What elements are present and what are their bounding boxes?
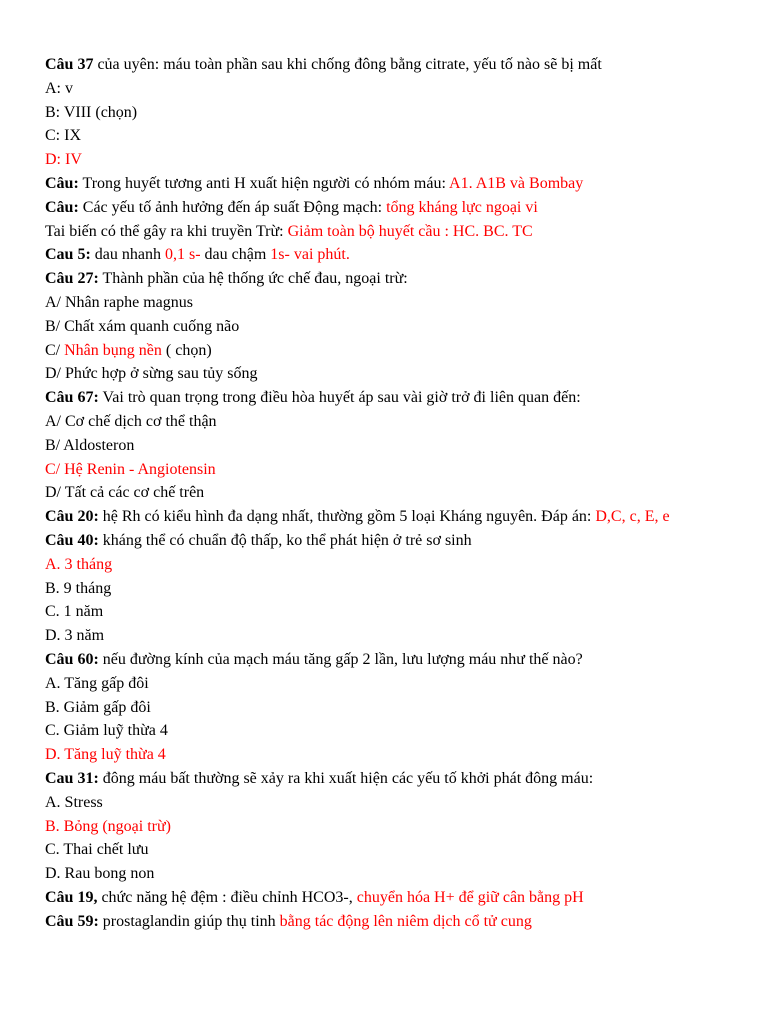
document-line (45, 267, 725, 291)
text-segment: C. Thai chết lưu (45, 841, 149, 859)
question-label: Cau 31: (45, 769, 99, 787)
question-label: Câu 40: (45, 531, 99, 549)
highlighted-answer: chuyển hóa H+ để giữ cân bằng pH (356, 888, 584, 906)
text-segment: B. Giảm gấp đôi (45, 698, 151, 716)
highlighted-answer: B. Bỏng (ngoại trừ) (45, 817, 171, 835)
document-line (45, 910, 725, 934)
document-line (45, 672, 725, 696)
document-line (45, 172, 725, 196)
text-segment: đông máu bất thường sẽ xảy ra khi xuất hiện các yếu tố khởi phát đông máu: (98, 769, 594, 787)
document-line (45, 696, 725, 720)
document-line (45, 53, 725, 77)
highlighted-answer: tổng kháng lực ngoại vi (386, 198, 538, 216)
question-label: Câu 60: (45, 650, 99, 668)
highlighted-answer: D,C, c, E, e (595, 508, 670, 526)
document-line (45, 124, 725, 148)
document-line (45, 767, 725, 791)
text-segment: D. Rau bong non (45, 865, 155, 883)
question-label: Câu 37 (45, 56, 94, 73)
question-label: Câu 20: (45, 508, 99, 526)
document-line (45, 648, 725, 672)
document-line (45, 220, 725, 244)
document-line (45, 838, 725, 862)
highlighted-answer: D. Tăng luỹ thừa 4 (45, 746, 166, 764)
text-segment: A: v (45, 79, 73, 97)
text-segment: Tai biến có thể gây ra khi truyền Trừ: (45, 222, 288, 240)
text-segment: C. Giảm luỹ thừa 4 (45, 722, 168, 740)
document-line (45, 386, 725, 410)
document-line (45, 458, 725, 482)
document-line (45, 434, 725, 458)
text-segment: B/ Chất xám quanh cuống não (45, 317, 240, 335)
text-segment: dau chậm (200, 246, 271, 264)
document-line (45, 196, 725, 220)
highlighted-answer: C/ Hệ Renin - Angiotensin (45, 460, 216, 478)
question-label: Câu: (45, 198, 79, 216)
text-segment: chức năng hệ đệm : điều chỉnh HCO3-, (97, 888, 357, 906)
text-segment: B. 9 tháng (45, 579, 112, 597)
question-label: Câu: (45, 174, 79, 192)
text-segment: Trong huyết tương anti H xuất hiện người có nhóm máu: (78, 174, 450, 192)
text-segment: B/ Aldosteron (45, 436, 135, 454)
question-label: Câu 59: (45, 912, 99, 930)
document-line (45, 529, 725, 553)
document-line (45, 315, 725, 339)
document-line (45, 148, 725, 172)
document-line (45, 339, 725, 363)
question-label: Cau 5: (45, 246, 91, 264)
text-segment: của uyên: máu toàn phần sau khi chống đông bằng citrate, yếu tố nào sẽ bị mất (93, 56, 602, 73)
document-line (45, 481, 725, 505)
document-line (45, 505, 725, 529)
text-segment: D/ Phức hợp ở sừng sau tủy sống (45, 365, 258, 383)
text-segment: kháng thể có chuẩn độ thấp, ko thể phát hiện ở trẻ sơ sinh (98, 531, 472, 549)
highlighted-answer: A1. A1B và Bombay (449, 174, 584, 192)
document-line (45, 77, 725, 101)
question-label: Câu 19, (45, 888, 98, 906)
text-segment: D/ Tất cả các cơ chế trên (45, 484, 205, 502)
document-line (45, 243, 725, 267)
text-segment: C: IX (45, 127, 81, 145)
highlighted-answer: A. 3 tháng (45, 555, 113, 573)
document-line (45, 624, 725, 648)
document-line (45, 743, 725, 767)
text-segment: nếu đường kính của mạch máu tăng gấp 2 lần, lưu lượng máu như thế nào? (98, 650, 583, 668)
text-segment: A/ Cơ chế dịch cơ thể thận (45, 412, 217, 430)
document-line (45, 410, 725, 434)
text-segment: A. Stress (45, 793, 103, 811)
document-line (45, 886, 725, 910)
document-line (45, 862, 725, 886)
highlighted-answer: Giảm toàn bộ huyết cầu : HC. BC. TC (287, 222, 533, 240)
text-segment: prostaglandin giúp thụ tinh (98, 912, 280, 930)
text-segment: A. Tăng gấp đôi (45, 674, 149, 692)
document-line (45, 600, 725, 624)
document-line (45, 815, 725, 839)
highlighted-answer: Nhân bụng nền (64, 341, 162, 359)
question-label: Câu 67: (45, 389, 99, 407)
text-segment: A/ Nhân raphe magnus (45, 293, 193, 311)
text-segment: C/ (45, 341, 65, 359)
document-line (45, 719, 725, 743)
highlighted-answer: D: IV (45, 151, 82, 169)
document-line (45, 577, 725, 601)
document-body (45, 53, 725, 933)
question-label: Câu 27: (45, 270, 99, 288)
document-line (45, 101, 725, 125)
text-segment: ( chọn) (161, 341, 212, 359)
document-line (45, 791, 725, 815)
text-segment: C. 1 năm (45, 603, 104, 621)
document-line (45, 362, 725, 386)
document-line (45, 553, 725, 577)
text-segment: Vai trò quan trọng trong điều hòa huyết áp sau vài giờ trở đi liên quan đến: (98, 389, 581, 407)
highlighted-answer: bằng tác động lên niêm dịch cổ tử cung (279, 912, 532, 930)
highlighted-answer: 1s- vai phút. (270, 246, 350, 264)
document-line (45, 291, 725, 315)
text-segment: D. 3 năm (45, 627, 105, 645)
text-segment: dau nhanh (90, 246, 165, 264)
text-segment: B: VIII (chọn) (45, 103, 138, 121)
text-segment: hệ Rh có kiểu hình đa dạng nhất, thường gồm 5 loại Kháng nguyên. Đáp án: (98, 508, 596, 526)
highlighted-answer: 0,1 s- (164, 246, 201, 264)
text-segment: Thành phần của hệ thống ức chế đau, ngoại trừ: (98, 270, 408, 288)
text-segment: Các yếu tố ảnh hưởng đến áp suất Động mạch: (78, 198, 387, 216)
